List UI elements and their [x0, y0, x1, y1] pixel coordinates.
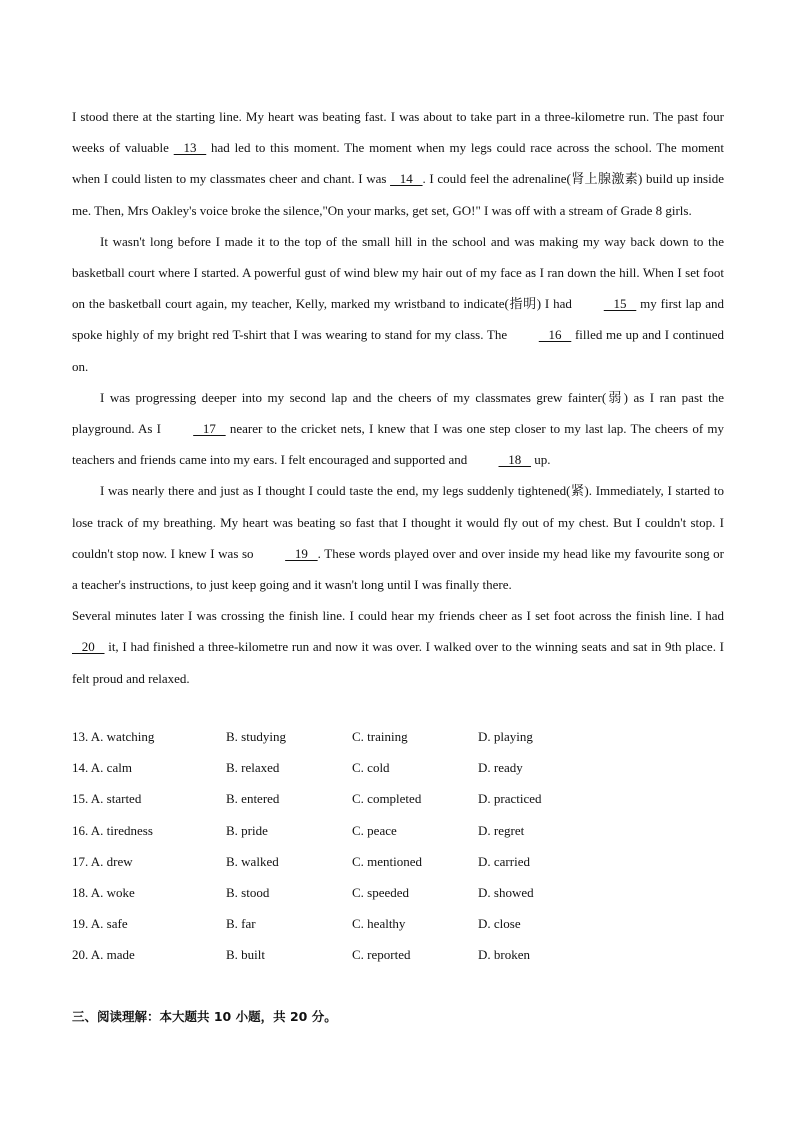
passage-text: I was progressing deeper into my second lap and the cheers of my classmates grew fainter(弱) as I ran past the playground. As I: [72, 389, 724, 437]
option-a[interactable]: 19. A. safe: [72, 916, 128, 932]
passage-text: It wasn't long before I made it to the top of the small hill in the school and was making my way back down to the basketball court where I started. A powerful gust of wind blew my hair out of my face as I ran down the hill. When I set foot on the basketball court again, my teacher, Kelly, marked my wristband to indicate(指明) I had: [72, 233, 724, 312]
passage-paragraph: [72, 475, 724, 600]
option-a[interactable]: 16. A. tiredness: [72, 822, 153, 838]
option-a[interactable]: 18. A. woke: [72, 884, 135, 900]
blank-16[interactable]: 16: [538, 327, 572, 343]
option-d[interactable]: D. close: [478, 916, 521, 932]
answer-options: [72, 721, 724, 971]
option-d[interactable]: D. broken: [478, 947, 530, 963]
option-b[interactable]: B. walked: [226, 853, 279, 869]
passage-paragraph: [72, 600, 724, 694]
option-a[interactable]: 20. A. made: [72, 947, 135, 963]
passage-text: Several minutes later I was crossing the finish line. I could hear my friends cheer as I set foot across the finish line. I had: [72, 608, 724, 624]
option-d[interactable]: D. ready: [478, 760, 523, 776]
option-a[interactable]: 14. A. calm: [72, 760, 132, 776]
passage-text: it, I had finished a three-kilometre run and now it was over. I walked over to the winning seats and sat in 9th place. I felt proud and relaxed.: [72, 639, 724, 686]
passage-text: nearer to the cricket nets, I knew that I was one step closer to my last lap. The cheers of my teachers and friends came into my ears. I felt encouraged and supported and: [72, 421, 724, 468]
option-c[interactable]: C. completed: [352, 791, 422, 807]
passage-paragraph: [72, 101, 724, 226]
cloze-passage: [72, 101, 724, 694]
section-title: 三、阅读理解：本大题共 10 小题，共 20 分。: [72, 1009, 337, 1024]
option-a[interactable]: 13. A. watching: [72, 729, 155, 744]
blank-17[interactable]: 17: [193, 421, 226, 437]
option-b[interactable]: B. entered: [226, 791, 280, 807]
passage-text: up.: [531, 452, 551, 468]
option-b[interactable]: B. far: [226, 916, 256, 932]
option-c[interactable]: C. cold: [352, 760, 390, 776]
option-d[interactable]: D. showed: [478, 884, 534, 900]
passage-text: I stood there at the starting line. My heart was beating fast. I was about to take part in a three-kilometre run. The past four weeks of valuable: [72, 109, 724, 156]
option-c[interactable]: C. reported: [352, 947, 411, 963]
blank-19[interactable]: 19: [285, 545, 318, 561]
option-a[interactable]: 17. A. drew: [72, 853, 133, 869]
option-row: [72, 877, 724, 908]
option-c[interactable]: C. healthy: [352, 916, 406, 932]
passage-text: filled me up and I continued on.: [72, 327, 724, 374]
option-d[interactable]: D. playing: [478, 729, 533, 744]
option-row: [72, 752, 724, 783]
blank-13[interactable]: 13: [173, 140, 207, 156]
option-row: [72, 815, 724, 846]
option-c[interactable]: C. mentioned: [352, 853, 423, 869]
option-row: [72, 908, 724, 939]
passage-text: . I could feel the adrenaline(肾上腺激素) build up inside me. Then, Mrs Oakley's voice broke the silence,"On your marks, get set, GO!" I was off with a stream of Grade 8 girls.: [72, 171, 724, 218]
option-row: [72, 846, 724, 877]
option-row: [72, 721, 724, 752]
passage-text: my first lap and spoke highly of my bright red T-shirt that I was wearing to stand for my class. The: [72, 296, 724, 343]
option-row: [72, 939, 724, 970]
blank-15[interactable]: 15: [603, 296, 637, 312]
option-c[interactable]: C. peace: [352, 822, 397, 838]
option-c[interactable]: C. training: [352, 729, 408, 744]
option-b[interactable]: B. built: [226, 947, 266, 963]
passage-paragraph: [72, 382, 724, 476]
passage-text: had led to this moment. The moment when my legs could race across the school. The moment when I could listen to my classmates cheer and chant. I was: [72, 140, 724, 187]
passage-text: . These words played over and over inside my head like my favourite song or a teacher's instructions, to just keep going and it wasn't long until I was finally there.: [72, 545, 724, 593]
option-b[interactable]: B. pride: [226, 822, 268, 838]
option-b[interactable]: B. studying: [226, 729, 286, 744]
option-b[interactable]: B. relaxed: [226, 760, 280, 776]
blank-14[interactable]: 14: [390, 171, 423, 187]
option-d[interactable]: D. regret: [478, 822, 525, 838]
passage-paragraph: [72, 226, 724, 382]
blank-18[interactable]: 18: [498, 452, 532, 468]
blank-20[interactable]: 20: [72, 639, 105, 655]
option-row: [72, 783, 724, 814]
option-b[interactable]: B. stood: [226, 884, 270, 900]
option-d[interactable]: D. carried: [478, 853, 530, 869]
option-a[interactable]: 15. A. started: [72, 791, 142, 807]
passage-text: I was nearly there and just as I thought I could taste the end, my legs suddenly tightened(紧). Immediately, I started to lose track of my breathing. My heart was beating so fast that I thought it would fly out of my chest. But I couldn't stop. I couldn't stop now. I knew I was so: [72, 483, 724, 561]
option-c[interactable]: C. speeded: [352, 884, 410, 900]
option-d[interactable]: D. practiced: [478, 791, 542, 807]
